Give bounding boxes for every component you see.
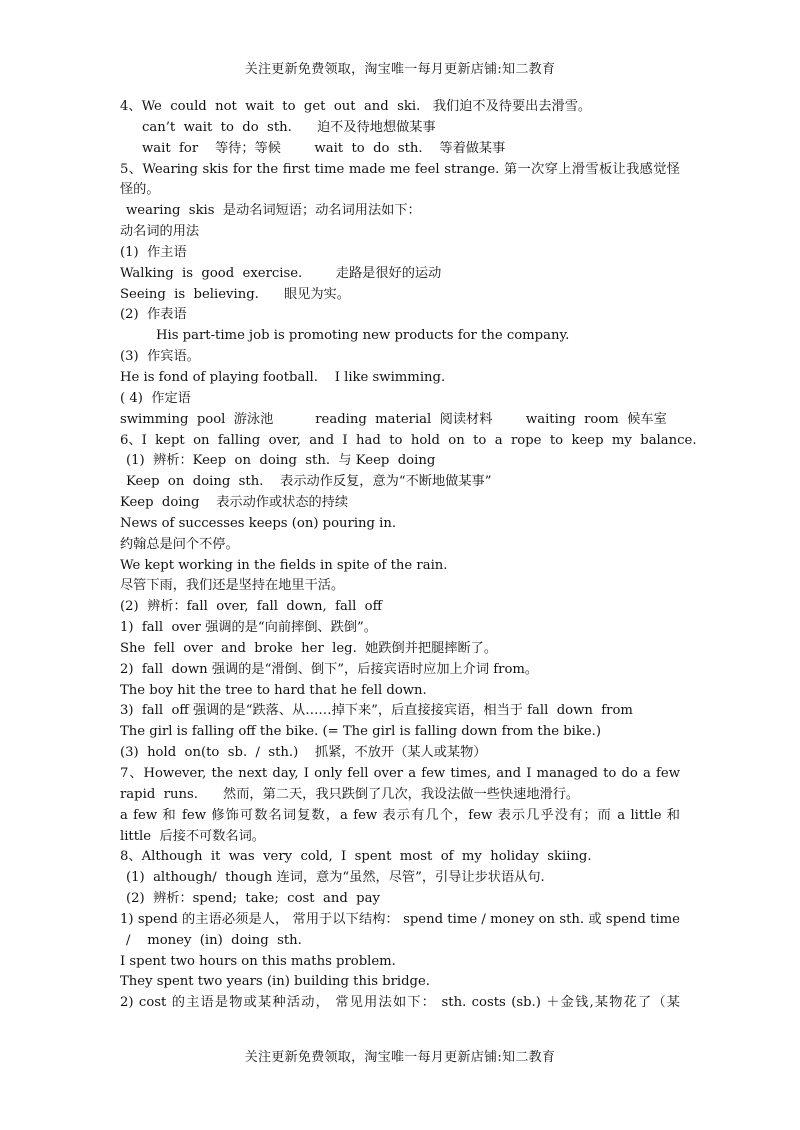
text-line: 5、Wearing skis for the first time made me feel strange. 第一次穿上滑雪板让我感觉怪: [120, 161, 680, 177]
text-line: 1) spend 的主语必须是人， 常用于以下结构： spend time / money on sth. 或 spend time: [120, 911, 680, 927]
text-line: His part-time job is promoting new products for the company.: [156, 328, 570, 344]
text-line: 8、Although it was very cold, I spent most of my holiday skiing.: [120, 849, 592, 865]
text-line: Keep doing 表示动作或状态的持续: [120, 495, 349, 511]
text-line: (1) 辨析：Keep on doing sth. 与 Keep doing: [126, 453, 436, 469]
text-line: The boy hit the tree to hard that he fell down.: [120, 682, 427, 698]
text-line: 尽管下雨，我们还是坚持在地里干活。: [120, 578, 345, 594]
text-line: little 后接不可数名词。: [120, 828, 265, 844]
text-line: Keep on doing sth. 表示动作反复，意为“不断地做某事”: [126, 474, 492, 490]
text-line: They spent two years (in) building this bridge.: [120, 974, 430, 990]
text-line: He is fond of playing football. I like swimming.: [120, 369, 446, 385]
text-line: 1) fall over 强调的是“向前摔倒、跌倒”。: [120, 620, 377, 636]
text-line: We kept working in the fields in spite of the rain.: [120, 557, 448, 573]
text-line: (3) hold on(to sb. / sth.) 抓紧，不放开（某人或某物）: [120, 745, 487, 761]
text-line: 约翰总是问个不停。: [120, 536, 239, 552]
text-line: 6、I kept on falling over, and I had to hold on to a rope to keep my balance.: [120, 432, 697, 448]
text-line: (1) although/ though 连词，意为“虽然，尽管”，引导让步状语从句.: [126, 870, 545, 886]
text-line: / money (in) doing sth.: [126, 932, 302, 948]
page-footer: 关注更新免费领取，淘宝唯一每月更新店铺:知二教育: [244, 1050, 556, 1065]
text-line: (2) 辨析：fall over, fall down, fall off: [120, 599, 382, 615]
text-line: wait for 等待；等候 wait to do sth. 等着做某事: [142, 140, 506, 156]
text-line: The girl is falling off the bike. (= The girl is falling down from the bike.): [120, 724, 601, 740]
document-body: [120, 97, 697, 1014]
text-line: 动名词的用法: [120, 224, 200, 240]
text-line: 怪的。: [120, 182, 160, 198]
text-line: 7、However, the next day, I only fell over a few times, and I managed to do a few: [120, 766, 680, 781]
text-line: Seeing is believing. 眼见为实。: [120, 286, 350, 302]
text-line: rapid runs. 然而，第二天，我只跌倒了几次，我设法做一些快速地滑行。: [120, 786, 580, 802]
text-line: can’t wait to do sth. 迫不及待地想做某事: [142, 119, 436, 135]
text-line: 4、We could not wait to get out and ski. 我们迫不及待要出去滑雪。: [120, 99, 592, 114]
text-line: Walking is good exercise. 走路是很好的运动: [120, 265, 442, 281]
text-line: wearing skis 是动名词短语；动名词用法如下：: [126, 203, 421, 219]
text-line: (2) 作表语: [120, 307, 187, 323]
text-line: ( 4) 作定语: [120, 390, 191, 406]
text-line: (2) 辨析：spend; take; cost and pay: [126, 891, 380, 907]
text-line: (1) 作主语: [120, 244, 187, 260]
page-header: 关注更新免费领取，淘宝唯一每月更新店铺:知二教育: [244, 62, 556, 77]
text-line: (3) 作宾语。: [120, 349, 200, 365]
text-line: 3) fall off 强调的是“跌落、从……掉下来”，后直接接宾语，相当于 fall down from: [120, 703, 633, 719]
text-line: 2) fall down 强调的是“滑倒、倒下”，后接宾语时应加上介词 from。: [120, 661, 539, 677]
text-line: 2) cost 的主语是物或某种活动， 常见用法如下： sth. costs (sb.) ＋金钱,某物花了（某: [120, 995, 680, 1011]
text-line: swimming pool 游泳池 reading material 阅读材料 waiting room 候车室: [120, 411, 667, 427]
text-line: She fell over and broke her leg. 她跌倒并把腿摔断了。: [120, 640, 498, 656]
text-line: a few 和 few 修饰可数名词复数，a few 表示有几个，few 表示几乎没有；而 a little 和: [120, 807, 680, 823]
text-line: News of successes keeps (on) pouring in.: [120, 515, 397, 531]
text-line: I spent two hours on this maths problem.: [120, 953, 396, 969]
